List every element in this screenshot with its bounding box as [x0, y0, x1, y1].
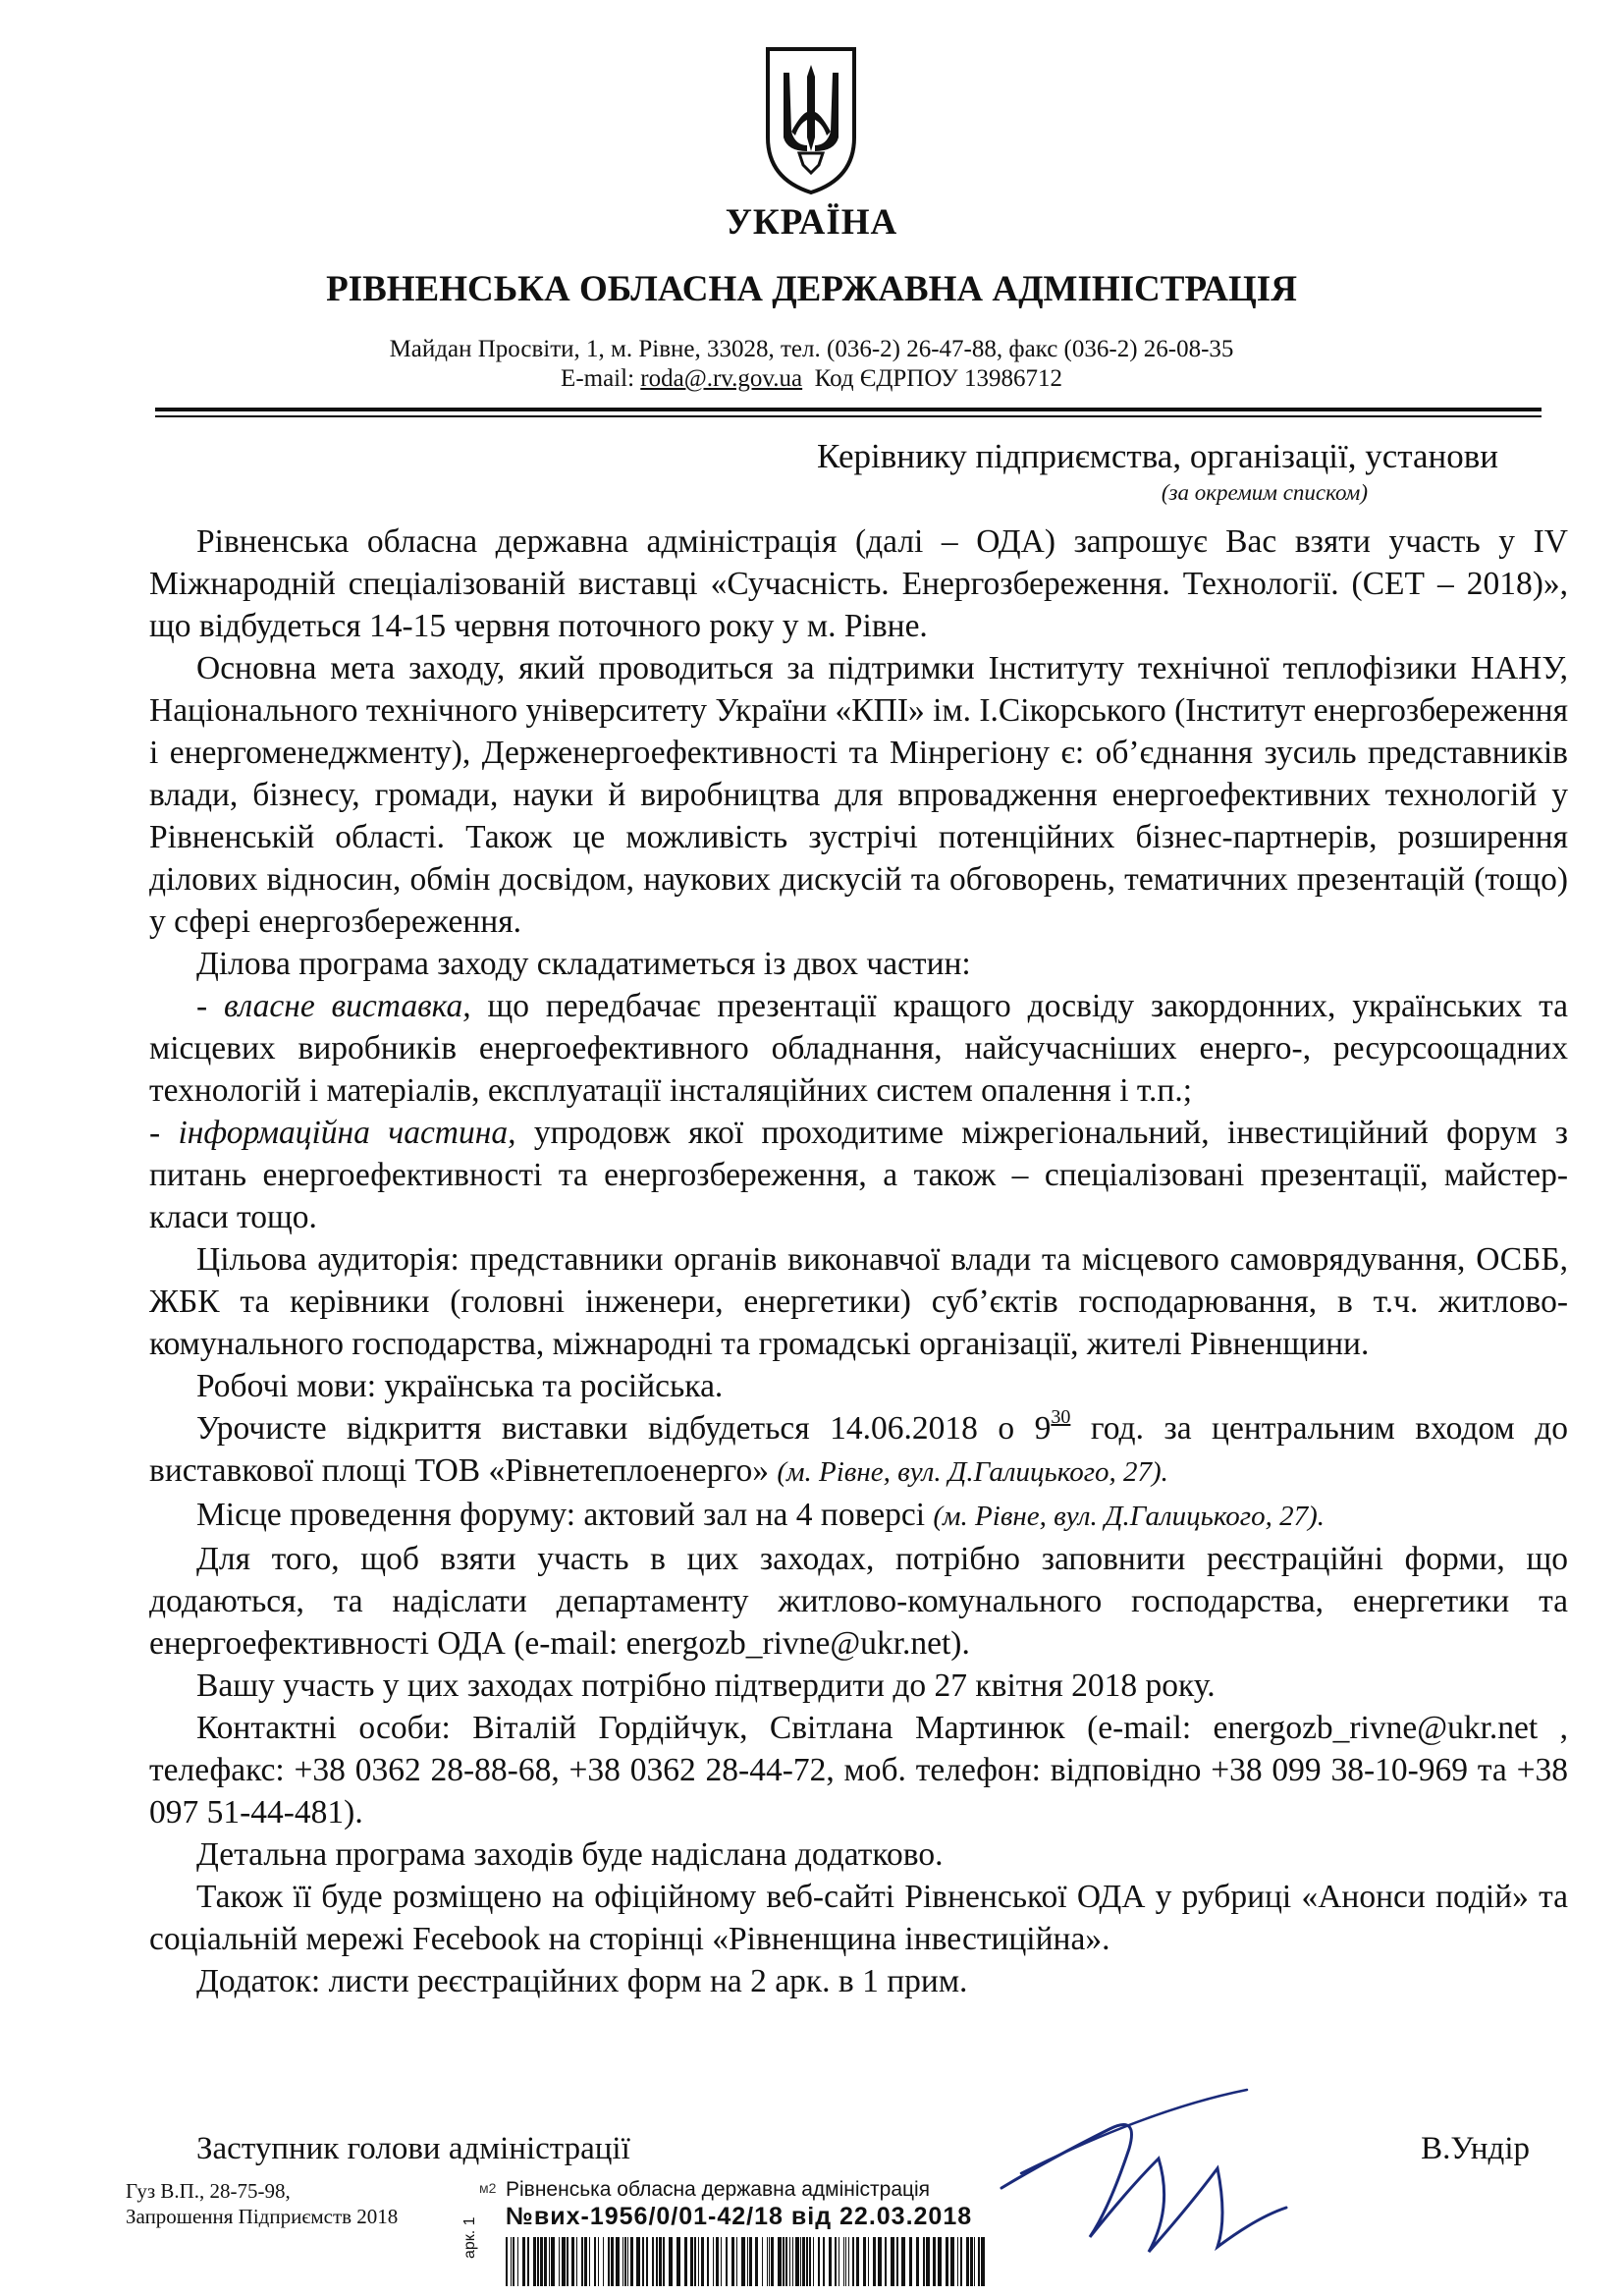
- barcode-bar: [527, 2237, 529, 2286]
- barcode-bar: [818, 2237, 820, 2286]
- barcode-bar: [659, 2237, 662, 2286]
- stamp-organization: Рівненська обласна державна адміністрація: [506, 2178, 931, 2201]
- barcode-bar: [809, 2237, 811, 2286]
- barcode-bar: [909, 2237, 912, 2286]
- letter-body: [149, 520, 1568, 2002]
- barcode-bar: [769, 2237, 770, 2286]
- barcode-bar: [701, 2237, 704, 2286]
- barcode-bar: [792, 2237, 793, 2286]
- info-part-description: упродовж якої проходитиме міжрегіональний, інвестиційний форум з питань енергоефективності та енергозбереження, а також – спеціалізовані презентації, майстер-класи тощо.: [149, 1115, 1568, 1235]
- opening-text: Урочисте відкриття виставки відбудеться 14.06.2018 о 9: [196, 1410, 1052, 1447]
- barcode-bar: [856, 2237, 859, 2286]
- barcode-bar: [845, 2237, 846, 2286]
- barcode-bar: [694, 2237, 696, 2286]
- barcode-bar: [551, 2237, 555, 2286]
- list-dash: -: [149, 1115, 179, 1151]
- paragraph-10: Для того, щоб взяти участь в цих заходах, потрібно заповнити реєстраційні форми, що додаються, та надіслати департаменту житлово-комунального господарства, енергетики та енергоефективності ОДА (e-mail: energozb_rivne@ukr.net).: [149, 1541, 1568, 1662]
- barcode-bar: [726, 2237, 728, 2286]
- barcode-bar: [584, 2237, 587, 2286]
- barcode-bar: [783, 2237, 784, 2286]
- barcode-bar: [966, 2237, 969, 2286]
- exhibition-term: власне виставка,: [224, 988, 471, 1024]
- barcode-bar: [598, 2237, 599, 2286]
- paragraph-14: Також її буде розміщено на офіційному веб-сайті Рівненської ОДА у рубриці «Анонси подій» та соціальній мережі Fecebook на сторінці «Рівненщина інвестиційна».: [149, 1879, 1568, 1957]
- barcode-bar: [636, 2237, 640, 2286]
- barcode-bar: [522, 2237, 525, 2286]
- paragraph-13: Детальна програма заходів буде надіслана додатково.: [196, 1836, 944, 1873]
- paragraph-11: Вашу участь у цих заходах потрібно підтвердити до 27 квітня 2018 року.: [196, 1667, 1216, 1704]
- signature-icon: [992, 2070, 1306, 2267]
- barcode-bar: [785, 2237, 787, 2286]
- barcode-bar: [848, 2237, 849, 2286]
- executor-doc-name: Запрошення Підприємств 2018: [126, 2205, 399, 2228]
- barcode-bar: [721, 2237, 722, 2286]
- executor-name-phone: Гуз В.П., 28-75-98,: [126, 2179, 291, 2203]
- paragraph-3: Ділова програма заходу складатиметься із двох частин:: [196, 946, 971, 982]
- barcode-bar: [581, 2237, 583, 2286]
- barcode-bar: [559, 2237, 560, 2286]
- barcode-bar: [698, 2237, 699, 2286]
- barcode-bar: [762, 2237, 763, 2286]
- barcode-bar: [771, 2237, 774, 2286]
- barcode-bar: [642, 2237, 644, 2286]
- barcode-bar: [622, 2237, 623, 2286]
- time-minutes: 30: [1051, 1406, 1071, 1428]
- barcode-bar: [878, 2237, 882, 2286]
- barcode-bar: [778, 2237, 782, 2286]
- stamp-tag: м2: [479, 2180, 497, 2196]
- barcode-bar: [970, 2237, 973, 2286]
- barcode-bar: [896, 2237, 898, 2286]
- barcode-bar: [901, 2237, 905, 2286]
- forum-location: (м. Рівне, вул. Д.Галицького, 27).: [933, 1501, 1325, 1532]
- barcode-bar: [933, 2237, 936, 2286]
- barcode-bar: [646, 2237, 648, 2286]
- barcode-bar: [517, 2237, 518, 2286]
- barcode-bar: [749, 2237, 752, 2286]
- paragraph-5: [149, 1112, 1568, 1238]
- barcode-bar: [755, 2237, 758, 2286]
- barcode-bar: [978, 2237, 980, 2286]
- barcode-bar: [891, 2237, 894, 2286]
- opening-location: (м. Рівне, вул. Д.Галицького, 27).: [777, 1456, 1168, 1488]
- header-divider-thick: [155, 408, 1542, 411]
- barcode-bar: [813, 2237, 814, 2286]
- barcode-bar: [511, 2237, 512, 2286]
- barcode-bar: [624, 2237, 626, 2286]
- barcode-bar: [938, 2237, 942, 2286]
- barcode-bar: [957, 2237, 958, 2286]
- barcode-bar: [656, 2237, 658, 2286]
- paragraph-15: Додаток: листи реєстраційних форм на 2 арк. в 1 прим.: [196, 1963, 968, 1999]
- barcode-bar: [716, 2237, 719, 2286]
- barcode-bar: [506, 2237, 508, 2286]
- barcode-bar: [843, 2237, 844, 2286]
- barcode-bar: [690, 2237, 693, 2286]
- organization-heading: РІВНЕНСЬКА ОБЛАСНА ДЕРЖАВНА АДМІНІСТРАЦІЯ: [326, 269, 1297, 309]
- paragraph-6: Цільова аудиторія: представники органів виконавчої влади та місцевого самоврядування, ОСББ, ЖБК та керівники (головні інженери, енергетики) суб’єктів господарювання, в т.ч. житлово-комунального господарства, міжнародні та громадські організації, жителі Рівненщини.: [149, 1241, 1568, 1362]
- barcode-bar: [533, 2237, 536, 2286]
- barcode-bar: [713, 2237, 714, 2286]
- barcode-bar: [630, 2237, 633, 2286]
- barcode-bar: [571, 2237, 574, 2286]
- barcode-bar: [835, 2237, 837, 2286]
- barcode-bar: [594, 2237, 596, 2286]
- stamp-outgoing-number: №вих-1956/0/01-42/18 від 22.03.2018: [506, 2203, 973, 2230]
- paragraph-1: Рівненська обласна державна адміністрація (далі – ОДА) запрошує Вас взяти участь у IV Міжнародній спеціалізованій виставці «Сучасність. Енергозбереження. Технології. (СЕТ – 2018)», що відбудеться 14-15 червня поточного року у м. Рівне.: [149, 523, 1568, 644]
- info-part-term: інформаційна частина,: [178, 1115, 516, 1151]
- barcode-bar: [562, 2237, 566, 2286]
- barcode-bar: [802, 2237, 805, 2286]
- barcode-bar: [823, 2237, 825, 2286]
- barcode-bar: [513, 2237, 514, 2286]
- barcode-bar: [863, 2237, 866, 2286]
- email-label: E-mail:: [561, 365, 641, 392]
- barcode-bar: [576, 2237, 577, 2286]
- addressee-line: Керівнику підприємства, організації, установи: [816, 437, 1498, 475]
- paragraph-9: [149, 1494, 1568, 1538]
- barcode-bar: [589, 2237, 590, 2286]
- edrpou-code: Код ЄДРПОУ 13986712: [814, 365, 1062, 392]
- barcode-bar: [923, 2237, 925, 2286]
- email-link[interactable]: roda@.rv.gov.ua: [640, 365, 803, 392]
- barcode-bar: [567, 2237, 568, 2286]
- barcode-bar: [669, 2237, 673, 2286]
- barcode-bar: [974, 2237, 975, 2286]
- barcode-bar: [885, 2237, 887, 2286]
- signer-title: Заступник голови адміністрації: [196, 2131, 630, 2166]
- barcode-bar: [736, 2237, 737, 2286]
- barcode-bar: [540, 2237, 543, 2286]
- list-dash: -: [196, 988, 225, 1024]
- barcode-bar: [868, 2237, 869, 2286]
- contact-line: [0, 365, 1623, 393]
- barcode-bar: [544, 2237, 547, 2286]
- barcode-bar: [926, 2237, 930, 2286]
- forum-place-text: Місце проведення форуму: актовий зал на 4 поверсі: [196, 1497, 934, 1533]
- addressee-note: (за окремим списком): [1161, 480, 1368, 505]
- country-heading: УКРАЇНА: [725, 202, 898, 243]
- barcode-bar: [549, 2237, 550, 2286]
- barcode-bar: [946, 2237, 948, 2286]
- opening-text-cont: год. за центральним входом до виставкової площі ТОВ «Рівнетеплоенерго»: [149, 1410, 1569, 1489]
- signer-name: В.Ундір: [1421, 2131, 1530, 2166]
- barcode-bar: [960, 2237, 962, 2286]
- barcode-bar: [627, 2237, 628, 2286]
- barcode-bar: [707, 2237, 709, 2286]
- address-line: Майдан Просвіти, 1, м. Рівне, 33028, тел. (036-2) 26-47-88, факс (036-2) 26-08-35: [389, 336, 1234, 362]
- exhibition-description: що передбачає презентації кращого досвіду закордонних, українських та місцевих виробників енергоефективного обладнання, найсучасніших енерго-, ресурсоощадних технологій і матеріалів, експлуатації інсталяційних систем опалення і т.п.;: [149, 988, 1569, 1109]
- barcode-bar: [873, 2237, 876, 2286]
- barcode-bar: [800, 2237, 801, 2286]
- barcode-bar: [767, 2237, 768, 2286]
- barcode-bar: [852, 2237, 854, 2286]
- page-label: арк. 1: [461, 2216, 478, 2259]
- barcode-bar: [684, 2237, 687, 2286]
- paragraph-2: Основна мета заходу, який проводиться за підтримки Інституту технічної теплофізики НАНУ, Національного технічного університету України «КПІ» ім. І.Сікорського (Інститут енергозбереження і енергоменеджменту), Держенергоефективності та Мінрегіону є: об’єднання зусиль представників влади, бізнесу, громади, науки й виробництва для впровадження енергоефективних технологій у Рівненській області. Також це можливість зустрічі потенційних бізнес-партнерів, розширення ділових відносин, обмін досвідом, наукових дискусій та обговорень, тематичних презентацій (тощо) у сфері енергозбереження.: [149, 650, 1568, 940]
- barcode-bar: [603, 2237, 604, 2286]
- coat-of-arms-icon: [762, 43, 860, 196]
- barcode-bar: [676, 2237, 680, 2286]
- header-divider-thin: [155, 415, 1542, 417]
- barcode-icon: [506, 2237, 992, 2286]
- paragraph-7: Робочі мови: українська та російська.: [196, 1368, 724, 1404]
- barcode-bar: [741, 2237, 745, 2286]
- barcode-bar: [608, 2237, 610, 2286]
- executor-info: [126, 2178, 398, 2229]
- barcode-bar: [981, 2237, 985, 2286]
- paragraph-8: [149, 1407, 1568, 1494]
- paragraph-4: [149, 985, 1568, 1112]
- barcode-bar: [806, 2237, 808, 2286]
- barcode-bar: [795, 2237, 799, 2286]
- barcode-bar: [829, 2237, 832, 2286]
- barcode-bar: [537, 2237, 539, 2286]
- barcode-bar: [747, 2237, 748, 2286]
- barcode-bar: [663, 2237, 665, 2286]
- barcode-bar: [789, 2237, 790, 2286]
- barcode-bar: [731, 2237, 734, 2286]
- paragraph-12: Контактні особи: Віталій Гордійчук, Світлана Мартинюк (e-mail: energozb_rivne@ukr.net , телефакс: +38 0362 28-88-68, +38 0362 28-44-72, моб. телефон: відповідно +38 099 38-10-969 та +38 097 51-44-481).: [149, 1710, 1568, 1831]
- barcode-bar: [652, 2237, 654, 2286]
- barcode-bar: [611, 2237, 614, 2286]
- barcode-bar: [950, 2237, 954, 2286]
- barcode-bar: [616, 2237, 620, 2286]
- barcode-bar: [916, 2237, 919, 2286]
